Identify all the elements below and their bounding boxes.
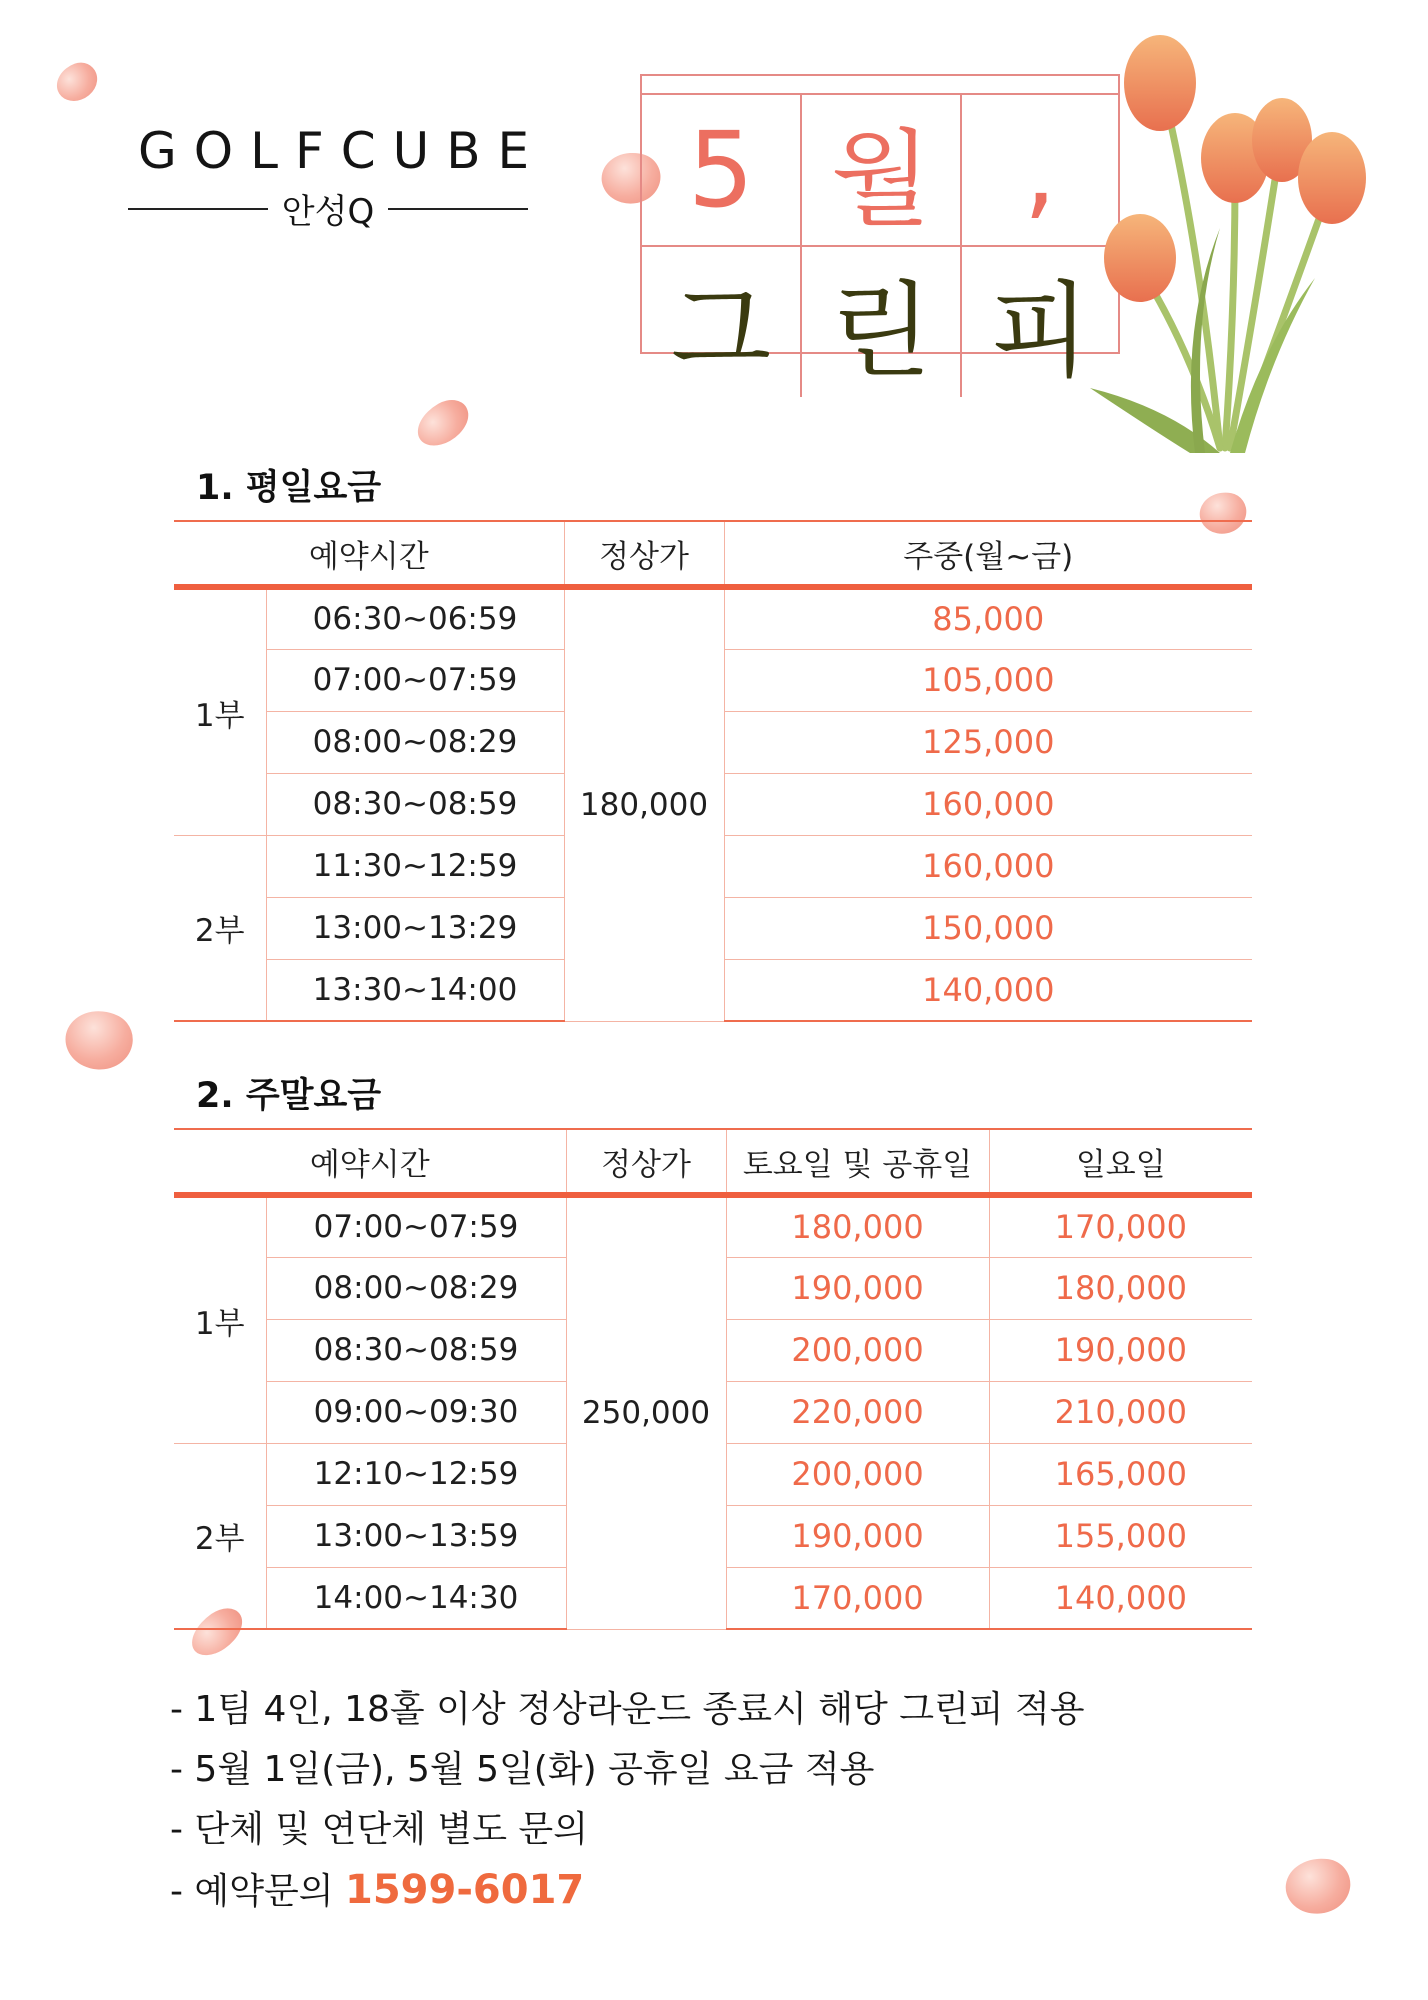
sunday-price-cell: 170,000: [989, 1195, 1252, 1257]
note-item: - 단체 및 연단체 별도 문의: [170, 1809, 588, 1850]
saturday-price-cell: 200,000: [726, 1319, 989, 1381]
header-sunday-price: 일요일: [989, 1129, 1252, 1195]
logo-branch-row: [128, 184, 528, 233]
header-standard-price: 정상가: [566, 1129, 726, 1195]
contact-phone: 1599-6017: [344, 1867, 585, 1913]
time-cell: 06:30~06:59: [266, 587, 564, 649]
header-reservation-time: 예약시간: [174, 1129, 566, 1195]
saturday-price-cell: 170,000: [726, 1567, 989, 1629]
saturday-price-cell: 200,000: [726, 1443, 989, 1505]
tulip-bouquet: [1070, 28, 1370, 458]
logo-brand: GOLFCUBE: [138, 122, 547, 180]
sunday-price-cell: 190,000: [989, 1319, 1252, 1381]
standard-price-cell: 180,000: [564, 587, 724, 1021]
time-cell: 08:00~08:29: [266, 1257, 566, 1319]
weekend-heading: 2. 주말요금: [196, 1076, 382, 1116]
table-header-row: [174, 521, 1252, 587]
part-label: 2부: [174, 835, 266, 1021]
petal-decoration: [1282, 1854, 1353, 1918]
title-cell: ,: [962, 95, 1118, 247]
price-cell: 160,000: [724, 835, 1252, 897]
time-cell: 12:10~12:59: [266, 1443, 566, 1505]
note-item: - 1팀 4인, 18홀 이상 정상라운드 종료시 해당 그린피 적용: [170, 1689, 1085, 1730]
notes-list: [170, 1680, 1085, 1920]
petal-decoration: [51, 58, 103, 106]
header-saturday-holiday-price: 토요일 및 공휴일: [726, 1129, 989, 1195]
logo-branch: 안성Q: [281, 192, 375, 232]
time-cell: 08:30~08:59: [266, 773, 564, 835]
time-cell: 13:00~13:59: [266, 1505, 566, 1567]
weekend-price-table: [174, 1128, 1252, 1630]
sunday-price-cell: 165,000: [989, 1443, 1252, 1505]
price-cell: 160,000: [724, 773, 1252, 835]
time-cell: 13:30~14:00: [266, 959, 564, 1021]
contact-line: [170, 1860, 1085, 1920]
price-cell: 140,000: [724, 959, 1252, 1021]
title-cell: 린: [802, 247, 962, 397]
petal-decoration: [409, 393, 476, 454]
logo-divider: [388, 208, 528, 210]
contact-label: - 예약문의: [170, 1871, 345, 1912]
title-cell: 5: [642, 95, 802, 247]
logo-divider: [128, 208, 268, 210]
sunday-price-cell: 180,000: [989, 1257, 1252, 1319]
sunday-price-cell: 155,000: [989, 1505, 1252, 1567]
header-weekday-price: 주중(월~금): [724, 521, 1252, 587]
table-row: [174, 587, 1252, 649]
title-cell: 그: [642, 247, 802, 397]
part-label: 1부: [174, 1195, 266, 1443]
note-item: - 5월 1일(금), 5월 5일(화) 공휴일 요금 적용: [170, 1749, 875, 1790]
saturday-price-cell: 180,000: [726, 1195, 989, 1257]
title-cell: 피: [989, 270, 1091, 392]
saturday-price-cell: 190,000: [726, 1505, 989, 1567]
golfcube-logo: [128, 122, 547, 233]
time-cell: 07:00~07:59: [266, 1195, 566, 1257]
header-reservation-time: 예약시간: [174, 521, 564, 587]
sunday-price-cell: 210,000: [989, 1381, 1252, 1443]
time-cell: 08:00~08:29: [266, 711, 564, 773]
weekday-heading: 1. 평일요금: [196, 468, 382, 508]
price-cell: 125,000: [724, 711, 1252, 773]
time-cell: 11:30~12:59: [266, 835, 564, 897]
time-cell: 14:00~14:30: [266, 1567, 566, 1629]
table-row: [174, 1195, 1252, 1257]
price-cell: 85,000: [724, 587, 1252, 649]
time-cell: 08:30~08:59: [266, 1319, 566, 1381]
saturday-price-cell: 190,000: [726, 1257, 989, 1319]
title-grid: [640, 74, 1120, 392]
time-cell: 13:00~13:29: [266, 897, 564, 959]
standard-price-cell: 250,000: [566, 1195, 726, 1629]
sunday-price-cell: 140,000: [989, 1567, 1252, 1629]
saturday-price-cell: 220,000: [726, 1381, 989, 1443]
petal-decoration: [56, 999, 141, 1081]
price-cell: 150,000: [724, 897, 1252, 959]
time-cell: 07:00~07:59: [266, 649, 564, 711]
table-header-row: [174, 1129, 1252, 1195]
title-cell: 월: [802, 95, 962, 247]
time-cell: 09:00~09:30: [266, 1381, 566, 1443]
part-label: 1부: [174, 587, 266, 835]
price-cell: 105,000: [724, 649, 1252, 711]
header-standard-price: 정상가: [564, 521, 724, 587]
weekday-price-table: [174, 520, 1252, 1022]
part-label: 2부: [174, 1443, 266, 1629]
